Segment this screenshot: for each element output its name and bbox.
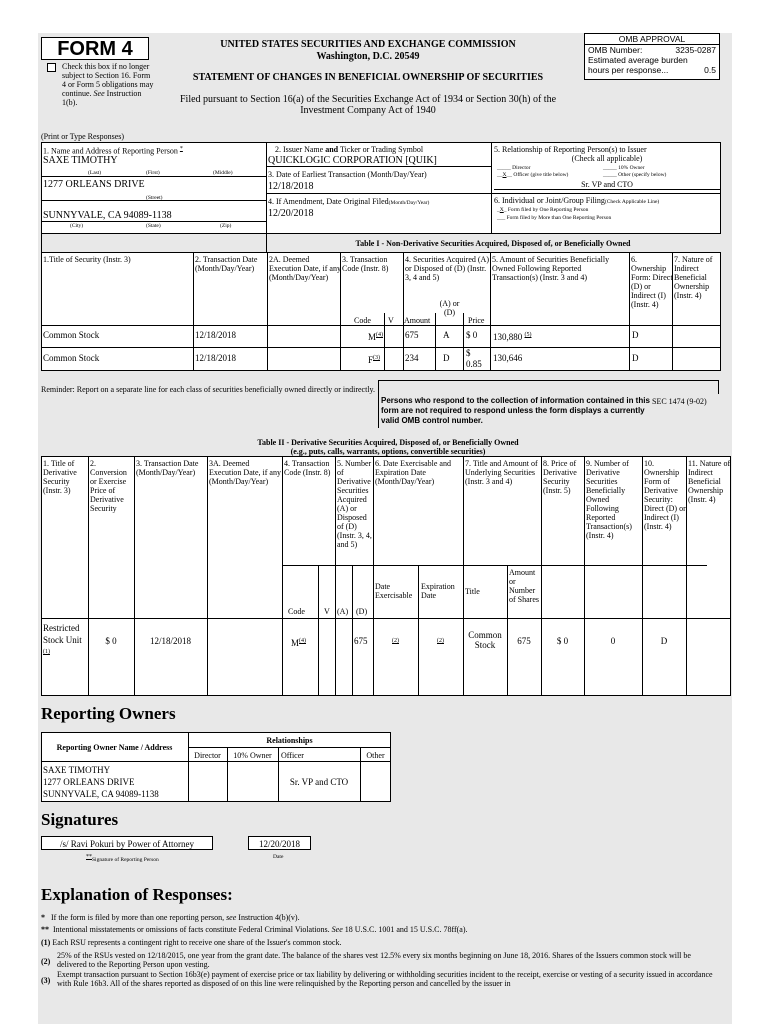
t2-code-header: Code <box>288 607 305 616</box>
signer-caption: **Signature of Reporting Person <box>86 854 159 863</box>
omb-title: OMB APPROVAL <box>585 34 719 45</box>
t1-row1-owned: 130,880 $^{(5)}$ <box>493 332 532 342</box>
t2-h3a: 3A. Deemed Execution Date, if any (Month/Day/Year) <box>209 459 281 486</box>
date-caption: Date <box>273 854 284 860</box>
t1-row2-code: $F^{(3)}$ <box>368 355 381 365</box>
filed-pursuant: Filed pursuant to Section 16(a) of the Securities Exchange Act of 1934 or Section 30(h) of the Investment Company Act of 1940 <box>179 94 557 116</box>
omb-hours: 0.5 <box>704 65 716 75</box>
filing-one-person[interactable]: _X_ Form filed by One Reporting Person <box>497 207 589 213</box>
t2-row-title: Restricted Stock Unit $^{(1)}$ <box>43 623 82 655</box>
ro-name-header: Reporting Owner Name / Address <box>56 743 173 752</box>
relationship-ten-pct[interactable]: _____ 10% Owner <box>603 165 645 171</box>
relationship-other[interactable]: _____ Other (specify below) <box>603 172 667 178</box>
t1-row2-amount: 234 <box>405 353 419 363</box>
t1-price-header: Price <box>468 316 485 325</box>
t2-h1: 1. Title of Derivative Security (Instr. 3) <box>43 459 77 495</box>
t2-row-exp: (2) <box>437 638 444 644</box>
t2-d-header: (D) <box>356 607 368 616</box>
t2-h3: 3. Transaction Date (Month/Day/Year) <box>136 459 199 477</box>
table1-title: Table I - Non-Derivative Securities Acquired, Disposed of, or Beneficially Owned <box>355 239 631 248</box>
no-longer-subject-checkbox[interactable] <box>47 63 56 72</box>
omb-hours-label: hours per response... <box>588 65 669 75</box>
t1-h5: 5. Amount of Securities Beneficially Owned Following Reported Transaction(s) (Instr. 3 and 4) <box>492 255 610 282</box>
t2-row-d: 675 <box>354 636 368 646</box>
t1-row1-title: Common Stock <box>43 330 100 340</box>
footnote-2: 25% of the RSUs vested on 12/18/2015, one year from the grant date. The balance of the shares vest 12.5% every six months beginning on June 18, 2016. Shares of the Issuers common stock will be delivered to the Reporting Person upon vesting. <box>57 951 691 969</box>
box5-sub: (Check all applicable) <box>571 154 643 163</box>
omb-approval-box <box>584 33 720 80</box>
form-title-box <box>41 37 149 60</box>
explanation-star-1: * If the form is filed by more than one reporting person, see Instruction 4(b)(v). <box>41 913 300 922</box>
explanation-star-2: ** Intentional misstatements or omissions of facts constitute Federal Criminal Violations. See 18 U.S.C. 1001 and 15 U.S.C. 78ff(a). <box>41 925 468 934</box>
amendment-date: 12/20/2018 <box>268 208 314 219</box>
t2-h11: 11. Nature of Indirect Beneficial Ownership (Instr. 4) <box>688 459 731 504</box>
earliest-transaction-date: 12/18/2018 <box>268 181 314 192</box>
box1-zip-caption: (Zip) <box>220 223 232 229</box>
reporting-person-street: 1277 ORLEANS DRIVE <box>43 179 145 190</box>
filing-multiple-persons[interactable]: ___ Form filed by More than One Reporting Person <box>497 215 612 221</box>
box2-label: 2. Issuer Name and Ticker or Trading Symbol <box>275 145 424 154</box>
t2-date-ex-header: Date Exercisable <box>375 582 413 600</box>
ro-owner-line1: SAXE TIMOTHY <box>43 765 111 775</box>
t2-row-form: D <box>660 636 668 646</box>
t2-row-price: $ 0 <box>556 636 569 646</box>
t2-amount-header: Amount or Number of Shares <box>509 568 539 604</box>
t1-h7: 7. Nature of Indirect Beneficial Ownership (Instr. 4) <box>674 255 713 300</box>
t1-aord-header: (A) or (D) <box>439 299 460 317</box>
t1-row2-title: Common Stock <box>43 353 100 363</box>
reminder-note: Reminder: Report on a separate line for each class of securities beneficially owned directly or indirectly. <box>41 385 376 394</box>
t1-code-header: Code <box>354 316 371 325</box>
t1-h2a: 2A. Deemed Execution Date, if any (Month/Day/Year) <box>269 255 341 282</box>
box3-label: 3. Date of Earliest Transaction (Month/Day/Year) <box>268 170 427 179</box>
box1-street-caption: (Street) <box>146 195 163 201</box>
persons-notice: Persons who respond to the collection of information contained in this form are not required to respond unless the form displays a currently valid OMB control number. <box>381 396 650 425</box>
t2-h5: 5. Number of Derivative Securities Acquired (A) or Disposed of (D) (Instr. 3, 4, and 5) <box>337 459 372 549</box>
t2-row-date-ex: (2) <box>392 638 399 644</box>
issuer-name: QUICKLOGIC CORPORATION [QUIK] <box>268 155 437 166</box>
t2-title-header: Title <box>465 587 480 596</box>
t1-row1-date: 12/18/2018 <box>195 330 237 340</box>
footnote-2-mark: (2) <box>41 957 51 966</box>
footnote-3-mark: (3) <box>41 976 51 985</box>
t2-row-u-amount: 675 <box>517 636 531 646</box>
form-page <box>38 33 732 1024</box>
t2-row-u-title: Common Stock <box>468 630 502 650</box>
t2-h9: 9. Number of Derivative Securities Beneficially Owned Following Reported Transaction(s) (Instr. 4) <box>586 459 632 540</box>
box5-label: 5. Relationship of Reporting Person(s) to Issuer <box>494 145 647 154</box>
signature-date: 12/20/2018 <box>258 839 300 849</box>
t1-h2: 2. Transaction Date (Month/Day/Year) <box>195 255 258 273</box>
omb-burden-label: Estimated average burden <box>588 55 688 65</box>
box1-last-caption: (Last) <box>88 170 102 176</box>
t1-v-header: V <box>388 316 394 325</box>
ro-owner-line3: SUNNYVALE, CA 94089-1138 <box>43 789 159 799</box>
agency-name: UNITED STATES SECURITIES AND EXCHANGE COMMISSION <box>220 39 516 50</box>
box1-state-caption: (State) <box>146 223 161 229</box>
box1-label: 1. Name and Address of Reporting Person * <box>43 146 183 156</box>
ro-officer-header: Officer <box>281 751 304 760</box>
t1-row2-aord: D <box>443 353 450 363</box>
reporting-owners-heading: Reporting Owners <box>41 704 176 723</box>
checkbox-label: Check this box if no longer subject to Section 16. Form 4 or Form 5 obligations may continue. See Instruction 1(b). <box>62 62 154 107</box>
t2-h10: 10. Ownership Form of Derivative Security: Direct (D) or Indirect (I) (Instr. 4) <box>644 459 686 531</box>
t1-row2-owned: 130,646 <box>493 353 523 363</box>
t2-h6: 6. Date Exercisable and Expiration Date (Month/Day/Year) <box>375 459 451 486</box>
box1-city-caption: (City) <box>70 223 84 229</box>
t1-h1: 1.Title of Security (Instr. 3) <box>43 255 131 264</box>
print-type-note: (Print or Type Responses) <box>41 132 125 141</box>
t1-row1-form: D <box>632 330 639 340</box>
t2-h2: 2. Conversion or Exercise Price of Derivative Security <box>90 459 127 513</box>
t2-row-owned: 0 <box>610 636 616 646</box>
reporting-person-name: SAXE TIMOTHY <box>43 155 118 166</box>
relationship-officer[interactable]: __X__ Officer (give title below) <box>497 172 569 178</box>
table2-subtitle: (e.g., puts, calls, warrants, options, convertible securities) <box>290 447 486 456</box>
t2-a-header: (A) <box>337 607 349 616</box>
ro-director-header: Director <box>194 751 221 760</box>
omb-number-label: OMB Number: <box>588 45 643 55</box>
t2-h7: 7. Title and Amount of Underlying Securities (Instr. 3 and 4) <box>465 459 538 486</box>
t1-row2-form: D <box>632 353 639 363</box>
t1-row1-aord: A <box>443 330 450 340</box>
officer-title: Sr. VP and CTO <box>494 180 720 190</box>
t2-row-conv: $ 0 <box>105 636 117 646</box>
signer-name: /s/ Ravi Pokuri by Power of Attorney <box>60 839 194 849</box>
form-title: FORM 4 <box>57 38 133 60</box>
statement-title: STATEMENT OF CHANGES IN BENEFICIAL OWNERSHIP OF SECURITIES <box>192 72 544 83</box>
table2-title: Table II - Derivative Securities Acquired, Disposed of, or Beneficially Owned <box>257 438 519 447</box>
ro-officer-value: Sr. VP and CTO <box>289 777 349 787</box>
t2-exp-header: Expiration Date <box>421 582 455 600</box>
footnote-1: (1) Each RSU represents a contingent right to receive one share of the Issuer's common stock. <box>41 938 342 947</box>
agency-location: Washington, D.C. 20549 <box>316 51 420 62</box>
ro-owner-line2: 1277 ORLEANS DRIVE <box>43 777 135 787</box>
t2-row-date: 12/18/2018 <box>149 636 191 646</box>
signatures-heading: Signatures <box>41 810 119 829</box>
omb-number: 3235-0287 <box>675 45 716 55</box>
relationship-director[interactable]: _____ Director <box>497 165 531 171</box>
t1-h3: 3. Transaction Code (Instr. 8) <box>342 255 389 273</box>
t1-row2-price-symbol: $ <box>466 348 471 358</box>
ro-ten-pct-header: 10% Owner <box>233 751 272 760</box>
t1-amount-header: Amount <box>404 316 431 325</box>
t2-row-code: $M^{(4)}$ <box>291 638 307 648</box>
sec-code: SEC 1474 (9-02) <box>652 397 707 406</box>
t1-row2-date: 12/18/2018 <box>195 353 237 363</box>
ro-other-header: Other <box>366 751 385 760</box>
box6-label: 6. Individual or Joint/Group Filing(Check Applicable Line) <box>494 196 660 205</box>
reporting-person-city: SUNNYVALE, CA 94089-1138 <box>43 210 172 221</box>
explanation-heading: Explanation of Responses: <box>41 885 233 904</box>
t1-h6: 6. Ownership Form: Direct (D) or Indirect (I) (Instr. 4) <box>631 255 673 309</box>
t2-h4: 4. Transaction Code (Instr. 8) <box>284 459 331 477</box>
footnote-3: Exempt transaction pursuant to Section 16b3(e) payment of exercise price or tax liability by delivering or withholding securities incident to the receipt, exercise or vesting of a security issued in accordance with Rule 16b3. All of the shares reported as disposed of on this line were relinquished by the Reporting person and cancelled by the issuer in <box>57 970 713 988</box>
t2-h8: 8. Price of Derivative Security (Instr. 5) <box>543 459 577 495</box>
ro-relationships-header: Relationships <box>266 736 313 745</box>
t1-row1-amount: 675 <box>405 330 419 340</box>
box4-label: 4. If Amendment, Date Original Filed(Month/Day/Year) <box>268 197 430 206</box>
t1-h4: 4. Securities Acquired (A) or Disposed of (D) (Instr. 3, 4 and 5) <box>405 255 489 282</box>
t1-row1-code: $M^{(4)}$ <box>368 332 384 342</box>
t1-row2-price: 0.85 <box>466 359 482 369</box>
t2-v-header: V <box>324 607 330 616</box>
t1-row1-price: $ 0 <box>466 330 478 340</box>
box1-first-caption: (First) <box>146 170 160 176</box>
box1-middle-caption: (Middle) <box>213 170 233 176</box>
